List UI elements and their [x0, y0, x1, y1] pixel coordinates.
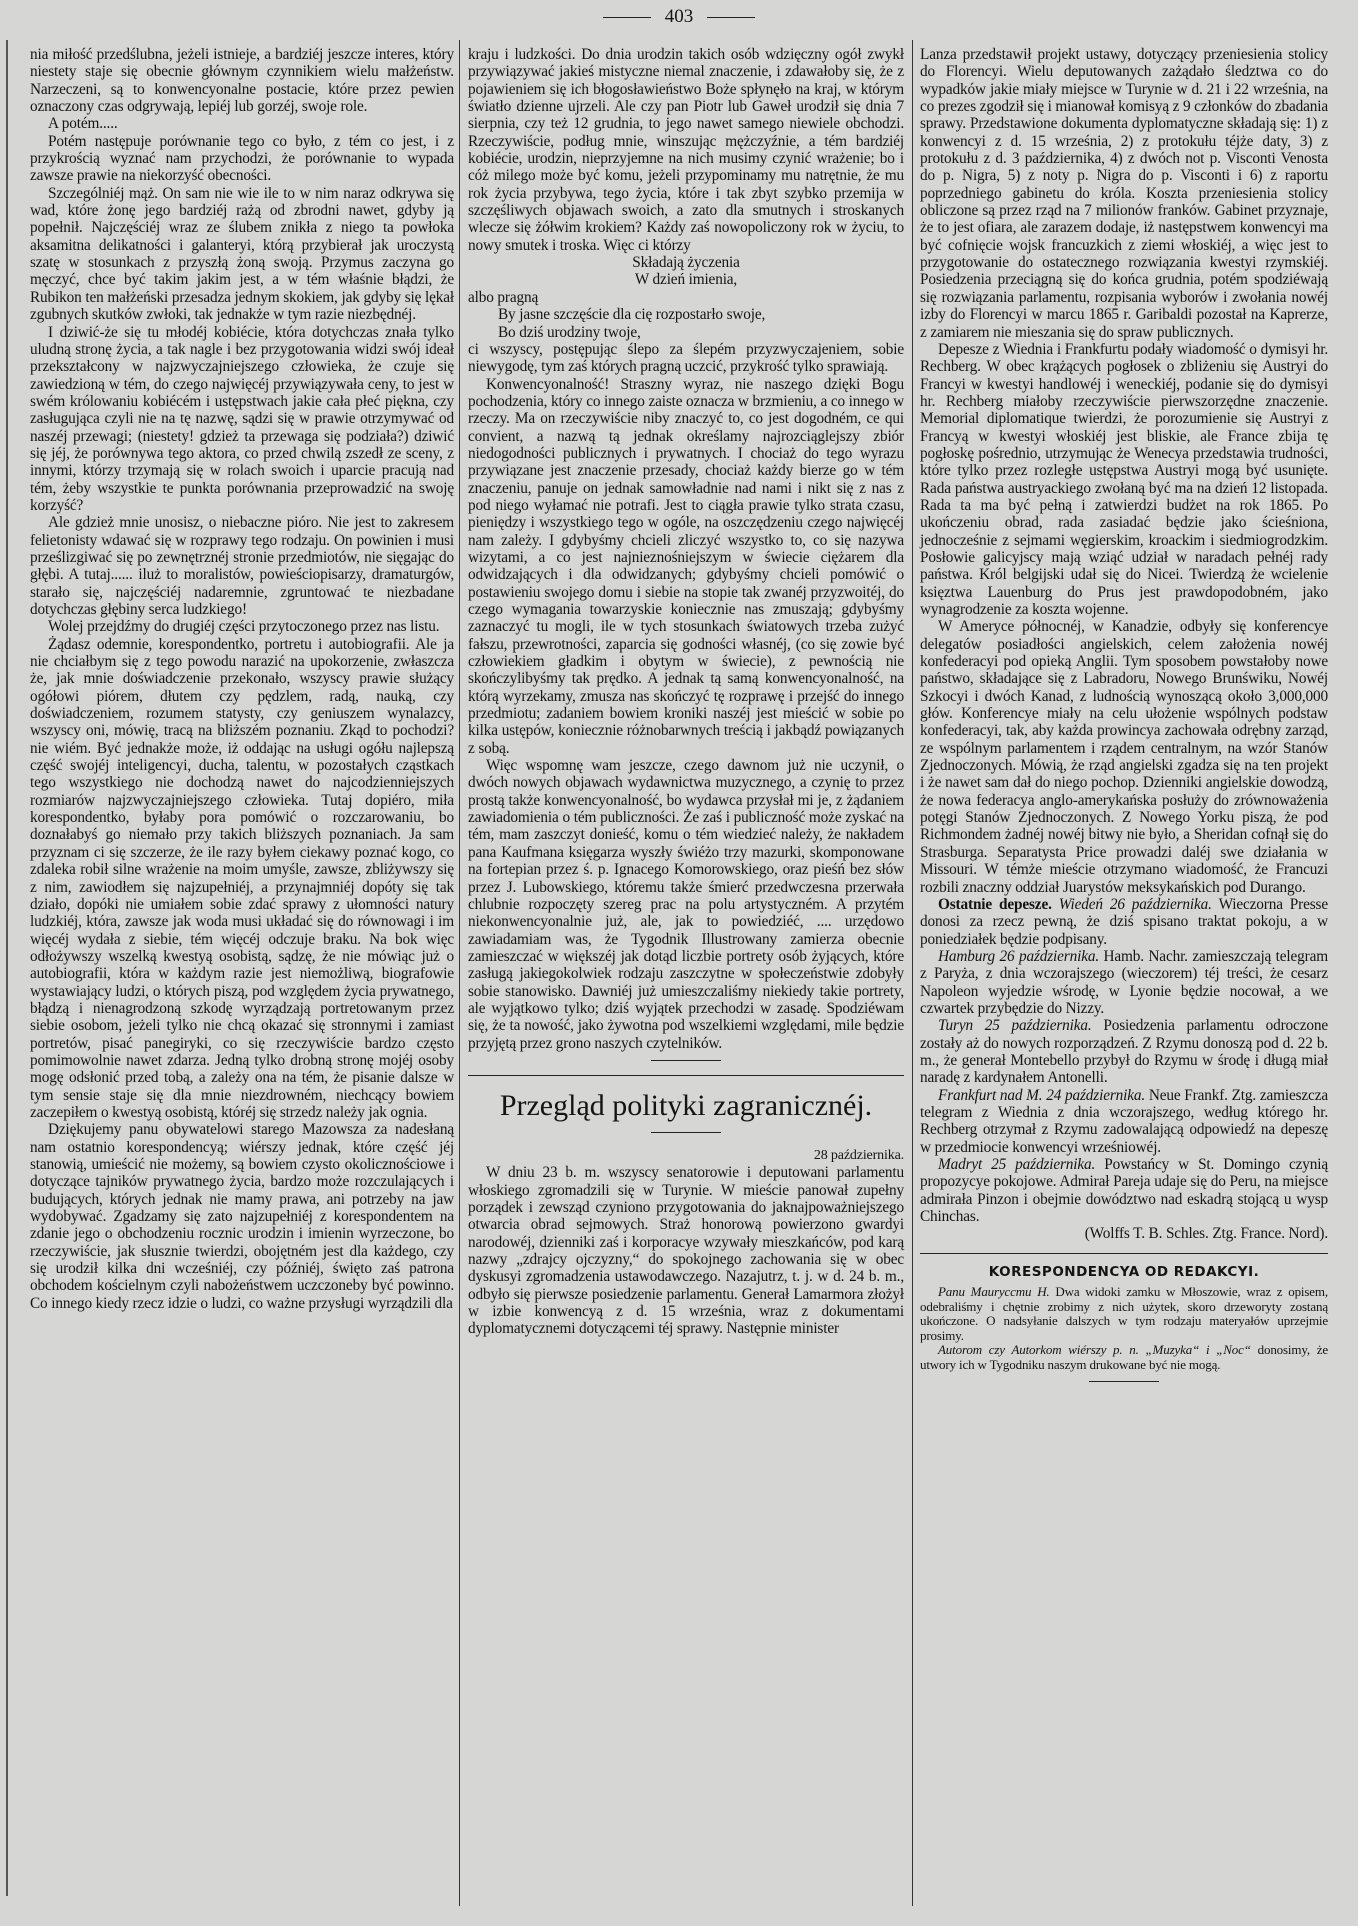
paragraph-lead: Wiedeń 26 października.: [1058, 895, 1212, 913]
paragraph: [30, 324, 454, 515]
paragraph-text: Ale gdzież mnie unosisz, o niebaczne pióro. Nie jest to zakresem felietonisty wdawać się w rozprawy tego rodzaju. On powinien i musi prześlizgiwać się po zewnętrznéj stronie przedmiotów, nie sięgając do głębi. A tutaj...... iluż to moralistów, powieściopisarzy, dramaturgów, starało się, najczęściéj nadaremnie, zgruntować te niezbadane dotychczas głębiny serca ludzkiego!: [30, 514, 454, 618]
paragraph-text: Wieczorna Presse donosi za rzecz pewną, że dziś spisano traktat pokoju, a w poniedziałek będzie podpisany.: [920, 895, 1328, 948]
section-heading: [920, 1264, 1328, 1281]
paragraph-text: Potém następuje porównanie tego co było, z tém co jest, i z przykrością wyznać nam przychodzi, że porównanie to wypada zawsze prawie na niekorzyść obecności.: [30, 132, 454, 185]
verse-line: [468, 306, 904, 323]
paragraph-text: Składają życzenia: [632, 254, 740, 272]
paragraph: [920, 618, 1328, 896]
paragraph-text: I dziwić-że się tu młodéj kobiécie, która dotychczas znała tylko uludną stronę życia, a tak nagle i bez przygotowania widzi swój ideał przekształcony w najzwyczajniejszego człowieka, że czuje się zawiedzioną w tém, do czego najwięcéj przywiązywała ceny, to jest w swém królowaniu kobiécém i ustępstwach jakie cała płeć piękna, czy zasługująca czyli nie na tę nazwę, sądzi się w prawie otrzymywać od naszéj przewagi; (niestety! gdzież ta przewaga się podziała?) dziwić się jéj, że porównywa tego aktora, co przed chwilą zszedł ze sceny, z innymi, którzy trzymają się w rolach swoich i uparcie pracują nad tém, żeby wszystkie te punkta porównania przeprowadzić na swoję korzyść?: [30, 323, 454, 514]
verse-line: [468, 271, 904, 288]
paragraph-lead: Madryt 25 października.: [938, 1156, 1096, 1173]
paragraph-text: ci wszyscy, postępując ślepo za ślepém przyzwyczajeniem, sobie niewygodę, tym zaś których pragną uczcić, przykrość tylko sprawiają.: [468, 340, 904, 376]
paragraph: [920, 46, 1328, 341]
page-number-text: 403: [664, 6, 694, 27]
paragraph-text: Wolej przejdźmy do drugiéj części przytoczonego przez nas listu.: [48, 618, 440, 636]
page-number: [0, 6, 1358, 28]
paragraph-text: Bo dziś urodziny twoje,: [498, 323, 641, 341]
paragraph-text: (Wolffs T. B. Schles. Ztg. France. Nord).: [1084, 1225, 1328, 1243]
paragraph: [30, 636, 454, 1122]
paragraph-text: A potém.....: [48, 115, 118, 133]
section-date: [468, 1147, 904, 1164]
divider: [920, 1253, 1328, 1254]
paragraph: [468, 289, 904, 306]
paragraph-lead: Hamburg 26 października.: [938, 947, 1100, 965]
notice-paragraph: [920, 1285, 1328, 1343]
paragraph: [468, 376, 904, 758]
paragraph-lead: Frankfurt nad M. 24 października.: [938, 1086, 1146, 1104]
column-divider: [459, 40, 460, 1906]
paragraph: [468, 1164, 904, 1337]
paragraph-text: Neue Frankf. Ztg. zamieszcza telegram z Wiednia z dnia wczorajszego, według którego hr. Rechberg otrzymał z Rzymu zadowalającą odpowiedź na depeszę w przedmiocie konwencyi wrześniowéj.: [920, 1086, 1328, 1156]
column-1: [30, 46, 454, 1312]
paragraph: [30, 618, 454, 635]
page-edge: [6, 40, 8, 1896]
paragraph-text: KORESPONDENCYA OD REDAKCYI.: [988, 1263, 1260, 1280]
paragraph: [920, 1017, 1328, 1086]
paragraph-text: Dziękujemy panu obywatelowi starego Mazowsza za nadesłaną nam ostatnio korespondencyą; wiérszy jednak, które część jéj stanowią, umieścić nie możemy, są bowiem czysto okolicznościowe i dotyczące tajników prywatnego życia, bardzo może rozczulających i budujących, których jednak nie mamy prawa, ani potrzeby na jaw wydobywać. Zgadzamy się zato najzupełniéj z korespondentem na zdanie jego o obchodzeniu rocznic urodzin i imienin wyrzeczone, bo rzeczywiście, jak słusznie twierdzi, obojętném jest dla każdego, czy się urodził kilka dni wcześniéj, czy późniéj, święto zaś patrona obchodem kościelnym czyli nabożeństwem uczczoneby być powinno. Co innego kiedy rzecz idzie o ludzi, co ważne przysługi wyrządzili dla: [30, 1121, 454, 1312]
paragraph-text: W dzień imienia,: [634, 271, 738, 289]
paragraph: [30, 115, 454, 132]
column-divider: [912, 40, 913, 1906]
paragraph: [468, 341, 904, 376]
paragraph-text: kraju i ludzkości. Do dnia urodzin takich osób wdzięczny ogół zwykł przywiązywać jakieś mistyczne niemal znaczenie, i zdawałoby się, że z pojawieniem się ich błogosławieństwo Boże spłynęło na kraj, w którym światło dzienne ujrzeli. Ale czy pan Piotr lub Gaweł urodził się dnia 7 sierpnia, czy też 12 grudnia, to jego nawet samego niewiele obchodzi. Rzeczywiście, podług mnie, winszując mężczyźnie, a tém bardziéj kobiécie, urodzin, nieprzyjemne na nich musimy czynić wrażenie; bo i cóż milego może być komu, jeżeli przypominamy mu natrętnie, że mu rok życia przybywa, tego życia, które i tak zbyt szybko przemija w szczęśliwych objawach swoich, a zato dla smutnych i stroskanych wlecze się żółwim krokiem? Każdy zaś nowopoliczony rok w życiu, to nowy smutek i troska. Więc ci którzy: [468, 46, 904, 254]
paragraph: [30, 1121, 454, 1312]
paragraph-text: W Ameryce północnéj, w Kanadzie, odbyły się konferencye delegatów posiadłości angielskich, celem założenia nowéj konfederacyi pod opieką Anglii. Tym sposobem powstałoby nowe państwo, składające się z Labradoru, Nowego Brunświku, Nowéj Szkocyi i dwóch Kanad, z ludnością wynoszącą około 3,000,000 głów. Konferencye miały na celu ułożenie wspólnych podstaw konfederacyi, tak, aby każda prowincya zachowała odrębny zarząd, ze wspólnym parlamentem i rządem centralnym, na wzór Stanów Zjednoczonych. Mówią, że rząd angielski zgadza się na ten projekt i że nawet sam dał do niego pochop. Dzienniki angielskie dowodzą, że nowa federacya anglo-amerykańska posłuży do zrównoważenia potęgi Stanów Zjednoczonych. Z Nowego Yorku piszą, że pod Richmondem żadnéj nowéj bitwy nie było, a Sheridan cofnął się do Strasburga. Separatysta Price prowadzi daléj swe działania w Missouri. W témże mieście otrzymano wiadomość, że Francuzi rozbili znaczny oddział Juarystów meksykańskich pod Durango.: [920, 618, 1328, 896]
paragraph: [30, 185, 454, 324]
paragraph-text: Więc wspomnę wam jeszcze, czego dawnom już nie uczynił, o dwóch nowych objawach wydawnictwa muzycznego, a czynię to przez prostą także konwencyonalność, bo wydawca przysłał mi je, z żądaniem zawiadomienia o tém publiczności. Że zaś i publiczność może zyskać na tém, mam zaszczyt donieść, komu o tém wiedzieć należy, że nakładem pana Kaufmana księgarza wyszły świéżo trzy mazurki, skomponowane na fortepian przez ś. p. Ignacego Komorowskiego, oraz pieśń bez słów przez J. Lubowskiego, któremu także śmierć przedwczesna przerwała chlubnie rozpoczęty szereg prac na polu artystyczném. A przytém niekonwencyonalnie już, ale, jak to powiedziéć, .... urzędowo zawiadamiam was, że Tygodnik Illustrowany zamierza obecnie zamieszczać w większéj jak dotąd liczbie portrety osób żyjących, które zasługą jakiegokolwiek rodzaju zaszczytne w społeczeństwie zdobyły sobie stanowisko. Dawniéj już umieszczaliśmy niekiedy takie portrety, ale wyjątkowo tylko; dziś wyjątek przechodzi w zasadę. Spodziéwam się, że ta nowość, jako żywotna pod wszelkiemi względami, mile będzie przyjętą przez grono naszych czytelników.: [468, 757, 904, 1052]
paragraph: [920, 1087, 1328, 1156]
paragraph-lead: Autorom czy Autorkom wiérszy p. n. „Muzyka“ i „Noc“: [938, 1342, 1251, 1358]
paragraph-lead: Panu Mauryccmu H.: [938, 1284, 1050, 1300]
divider: [1089, 1381, 1159, 1382]
divider: [651, 1060, 721, 1061]
paragraph-text: Powstańcy w St. Domingo czynią propozycye pokojowe. Admirał Pareja udaje się do Peru, na miejsce admirała Pinzon i obejmie dowództwo nad eskadrą stojącą u wysp Chinchas.: [920, 1156, 1328, 1226]
paragraph-text: albo pragną: [468, 288, 539, 306]
paragraph: [30, 46, 454, 115]
paragraph-text: W dniu 23 b. m. wszyscy senatorowie i deputowani parlamentu włoskiego zgromadzili się w Turynie. W mieście panował zupełny porządek i zewsząd czyniono przygotowania do jaknajpoważniejszego otwarcia obrad sejmowych. Straż honorową powierzono gwardyi narodowéj, dzienniki zaś i korporacye wzywały mieszkańców, pod karą nazwy „zdrajcy ojczyzny,“ do spokojnego zachowania się w obec dyskusyi zgromadzenia ustawodawczego. Nazajutrz, t. j. w d. 24 b. m., odbyło się pierwsze posiedzenie parlamentu. Generał Lamarmora złożył w izbie konwencyą z d. 15 września, wraz z dokumentami dyplomatycznemi dotyczącemi téj sprawy. Następnie minister: [468, 1164, 904, 1338]
paragraph-text: Konwencyonalność! Straszny wyraz, nie naszego dzięki Bogu pochodzenia, który co innego zaiste oznacza w brzmieniu, a co innego w rzeczy. Ma on rzeczywiście niby znaczyć to, co jest dogodném, ce qui convient, a nazwą tą jednak określamy najrozciąglejszy zbiór niedogodności publicznych i prywatnych. I chociaż do tego wyrazu przywiązane jest znaczenie przesady, chociaż każdy bierze go w tém znaczeniu, panuje on jednak samowładnie nad nami i nikt się z nas z pod niego wyłamać nie potrafi. Jest to ciągła prawie tylko strata czasu, pieniędzy i wszystkiego tego w ogóle, na oszczędzeniu czego najwięcéj nam zależy. I gdybyśmy chcieli zliczyć wszystko to, co się nazywa wizytami, a co jest najnieznośniejszym w świecie ciężarem dla odwidzających i dla odwidzanych; gdybyśmy chcieli pomówić o postawieniu swojego domu i siebie na stopie tak zwanéj przyzwoitéj, do czego wymagania towarzyskie koniecznie nas zmuszają; gdybyśmy zaznaczyć tu mogli, ile w tych stosunkach światowych trzeba zużyć fałszu, przewrotności, zaparcia się godności własnéj, (co się zowie być człowiekiem gładkim i obytym w świecie), z pewnością nie skończylibyśmy tak prędko. A jednak tą samą konwencyonalność, na którą wyrzekamy, zmusza nas skończyć tę rozprawę i przejść do innego przedmiotu; zadaniem bowiem kroniki naszéj jest mieścić w sobie po kilka ustępów, koniecznie różnobarwnych treścią i jakbądź powiązanych z sobą.: [468, 375, 904, 757]
paragraph-text: nia miłość przedślubna, jeżeli istnieje, a bardziéj jeszcze interes, który niestety staje się obecnie głównym czynnikiem wielu małżeństw. Narzeczeni, są to konwencyonalne postacie, które przez pewien oznaczony czas odgrywają, lepiéj lub gorzéj, swoje role.: [30, 46, 454, 116]
paragraph-text: By jasne szczęście dla cię rozpostarło swoje,: [498, 306, 766, 324]
paragraph-text: Dwa widoki zamku w Młoszowie, wraz z opisem, odebraliśmy i chętnie zrobimy z nich użytek, skoro drzeworyty zostaną ukończone. O nadsyłanie dalszych w tym rodzaju materyałów uprzejmie prosimy.: [920, 1284, 1328, 1343]
paragraph-text: Żądasz odemnie, korespondentko, portretu i autobiografii. Ale ja nie chciałbym się z tego powodu narazić na upokorzenie, zwłaszcza że, jak mnie doświadczenie przekonało, wszyscy prawie służący ogółowi piórem, dłutem czy pędzlem, radą, nauką, czy doświadczeniem, rozumem statysty, czy geniuszem wynalazcy, wszyscy oni, mówię, tracą na bliższém poznaniu. Zkąd to pochodzi? nie wiém. Być jednakże może, iż oddając na usługi ogółu najlepszą część swojéj inteligencyi, ducha, talentu, w pozostałych cząstkach tego wszystkiego nie dochodzą nawet do najcodzienniejszych rozmiarów najzwyczajniejszego człowieka. Tutaj dopiéro, miła korespondentko, byłaby pora pomówić o rozczarowaniu, bo doznałabyś go niemało przy takich bliższych poznaniach. Ja sam przyznam ci się szczerze, że ile razy byłem ciekawy poznać kogo, co zdaleka robił silne wrażenie na moim umyśle, zawsze, zbliżywszy się z nim, zawiodłem się najzupełniéj, a przynajmniéj dopóty się tak działo, dopóki nie umiałem sobie zdać sprawy z ułomności natury ludzkiéj, która, zawsze jak woda musi układać się do równowagi i im więcéj wydała z siebie, tém więcéj odczuje braku. Na bok więc odłożywszy wszelką kwestyą osobistą, sądzę, że nie mówiąc już o autobiografii, która w każdym razie jest niemożliwą, biografowie wystawiający ludzi, o których piszą, pod względem życia prywatnego, błądzą i nienagrodzoną szkodę wyrządzają portretowanym przez siebie osobom, jeżeli tylko nie chcą okazać się stronnymi i zamiast portretów, pisać panegiryki, co się rzeczywiście bardzo często pomimowolnie nawet zdarza. Jedną tylko drobną stronę mojéj osoby mogę odsłonić przed tobą, a zależy ona na tém, że pisanie dalsze w tym sensie staje się dla mnie niezdrowném, niechcący bowiem zaczepiłem o kwestyą osobistą, któréj się strzedz należy jak ognia.: [30, 635, 454, 1121]
paragraph: [920, 896, 1328, 948]
dispatch-heading: Ostatnie depesze.: [938, 895, 1052, 913]
verse-line: [468, 254, 904, 271]
paragraph: [468, 757, 904, 1052]
section-heading: [468, 1075, 904, 1124]
divider: [707, 17, 755, 18]
divider: [603, 17, 651, 18]
paragraph-lead: Turyn 25 października.: [938, 1017, 1092, 1035]
paragraph-text: Szczególniéj mąż. On sam nie wie ile to w nim naraz odkrywa się wad, które żonę jego bardziéj rażą od zbrodni nawet, gdyby ją popełnił. Najczęściéj wraz ze ślubem znikła z niego ta powłoka aksamitna delikatności i galanteryi, którą przybierał jak uroczystą szatę w stosunkach z przyszłą żoną swoją. Przymus zaczyna go męczyć, chce być takim jakim jest, a w tém właśnie błądzi, że Rubikon ten małżeński przesadza jednym skokiem, jak gdyby się lękał zgubnych skutków zwłoki, tak jednakże w tym razie niezbędnéj.: [30, 184, 454, 324]
paragraph-text: 28 października.: [813, 1147, 904, 1163]
paragraph: [30, 133, 454, 185]
notice-paragraph: [920, 1343, 1328, 1372]
paragraph-text: donosimy, że utwory ich w Tygodniku naszym drukowane być nie mogą.: [920, 1342, 1328, 1373]
column-2: [468, 46, 904, 1338]
paragraph-text: Depesze z Wiednia i Frankfurtu podały wiadomość o dymisyi hr. Rechberg. W obec krążących pogłosek o zbliżeniu się Austryi do Francyi w kwestyi handlowéj i weneckiéj, podanie się do dymisyi hr. Rechberg miałoby rzeczywiście pierwszorzędne znaczenie. Memorial diplomatique twierdzi, że porozumienie się Austryi z Francyą w kwestyi włoskiéj jest bliskie, ale France zbija tę pogłoskę pośrednio, utrzymując że Wenecya przedstawia trudności, które tylko przez rozległe ustępstwa Austryi mogą być usunięte. Rada państwa austryackiego zwołaną być ma na dzień 12 listopada. Rada ta ma być pełną i zatwierdzi budżet na rok 1865. Po ukończeniu obrad, rada zasiadać będzie jako ścieśniona, jednocześnie z sejmami węgierskim, kroackim i siedmiogrodzkim. Posłowie galicyjscy mają wziąć udział w naradach pełnéj rady państwa. Król belgijski udał się do Nicei. Twierdzą że wcielenie księztwa Lauenburg do Prus jest prawdopodobném, jako wynagrodzenie za koszta wojenne.: [920, 340, 1328, 618]
paragraph: [468, 46, 904, 254]
paragraph: [920, 1156, 1328, 1225]
column-3: [920, 46, 1328, 1396]
paragraph: [920, 948, 1328, 1017]
verse-line: [468, 324, 904, 341]
paragraph-text: Lanza przedstawił projekt ustawy, dotyczący przeniesienia stolicy do Florencyi. Wielu deputowanych zażądało śledztwa co do wypadków jakie miały miejsce w Turynie w d. 21 i 22 września, na co prezes zgodził się i mianował komisyą z 9 członków do zbadania sprawy. Przedstawione dokumenta dyplomatyczne składają się: 1) z konwencyi z d. 15 września, 2) z protokułu téjże daty, 3) z protokułu z d. 3 października, 4) z dwóch not p. Visconti Venosta do p. Nigra, 5) z noty p. Nigra do p. Visconti i 6) z raportu poprzedniego gabinetu do króla. Koszta przeniesienia stolicy obliczone są przez rząd na 7 milionów franków. Gabinet przyznaje, że to jest ofiara, ale zarazem dodaje, iż następstwem konwencyi ma być cofnięcie wojsk francuzkich z ziemi włoskiéj, a więc jest to przygotowanie do ostatecznego rozwiązania kwestyi rzymskiéj. Posiedzenia przeciągną się do końca grudnia, potém spodziéwają się rozwiązania parlamentu, rozpisania wyborów i zwołania nowéj izby do Florencyi w marcu 1865 r. Garibaldi pozostał na Kaprerze, z zamiarem nie mieszania się do spraw publicznych.: [920, 46, 1328, 341]
paragraph-text: Posiedzenia parlamentu odroczone zostały aż do nowych rozporządzeń. Z Rzymu donoszą pod d. 22 b. m., że generał Montebello przybył do Rzymu w środę i długą miał naradę z kardynałem Antonelli.: [920, 1017, 1328, 1087]
paragraph-text: Hamb. Nachr. zamieszczają telegram z Paryża, z dnia wczorajszego (wieczorem) téj treści, że cesarz Napoleon wyjedzie wśrodę, w Lyonie będzie nocował, a we czwartek przybędzie do Nizzy.: [920, 947, 1328, 1017]
divider: [651, 1132, 721, 1133]
paragraph: [30, 514, 454, 618]
paragraph: [920, 341, 1328, 619]
paragraph-text: Przegląd polityki zagranicznéj.: [499, 1088, 873, 1122]
source-credit: [920, 1225, 1328, 1242]
